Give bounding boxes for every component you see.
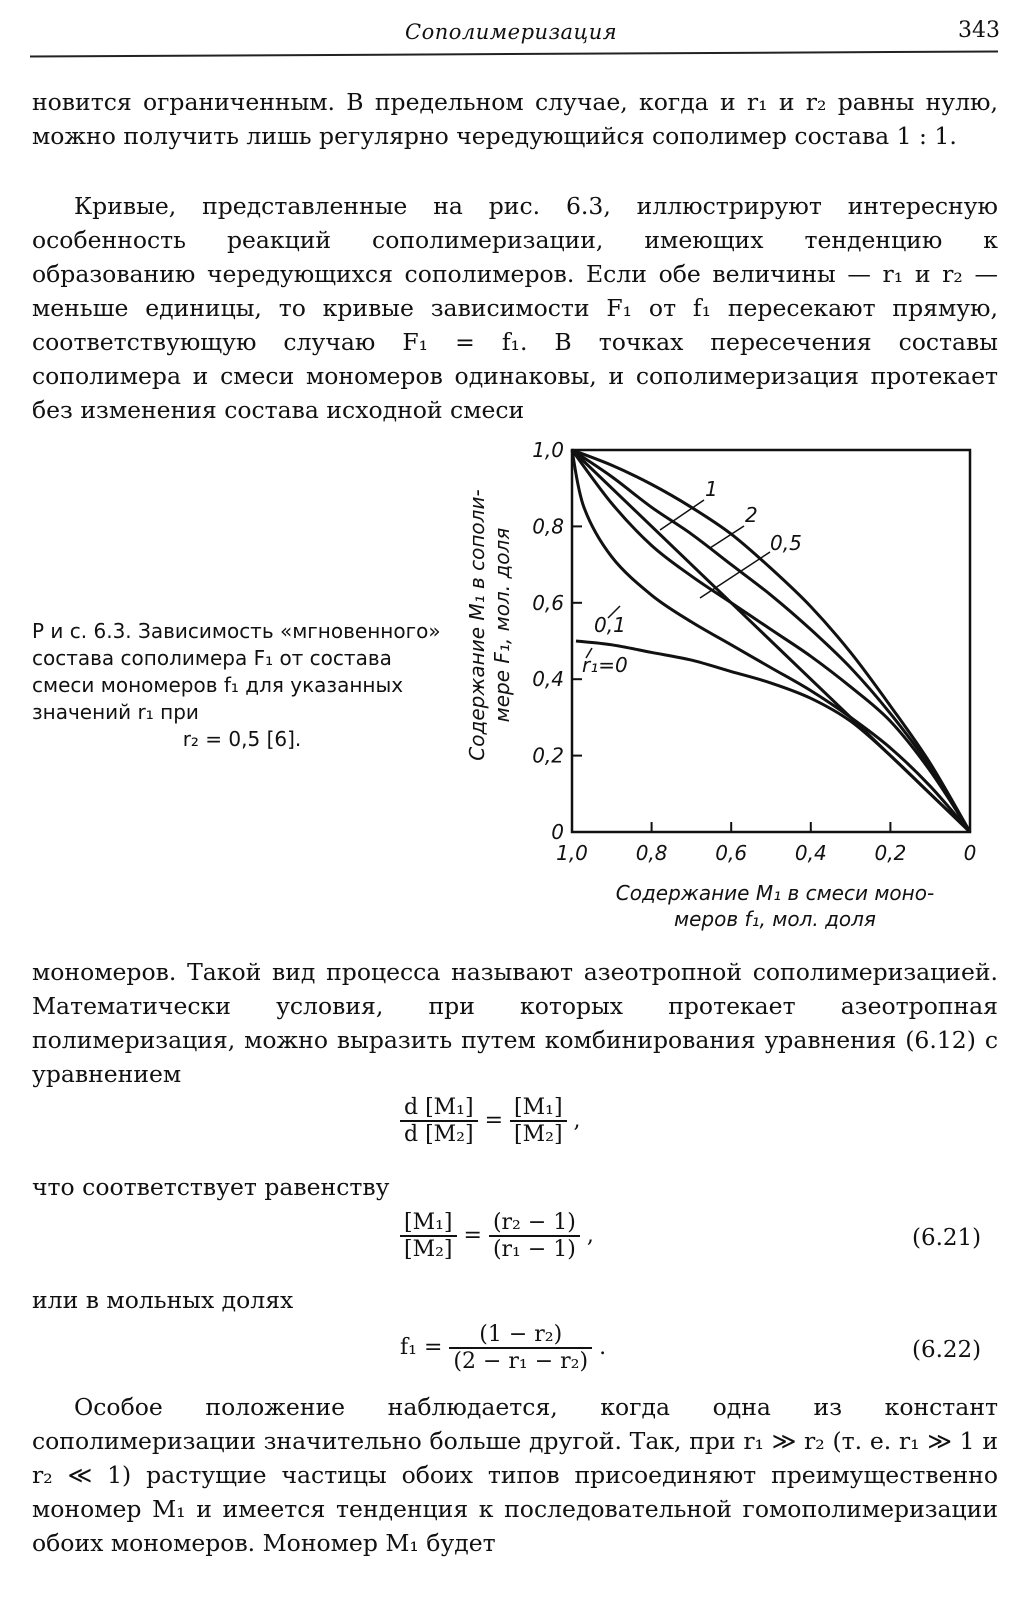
equation-2-number: (6.21)	[912, 1225, 982, 1251]
curve-leader-line	[700, 552, 770, 598]
eq3-den: (2 − r₁ − r₂)	[453, 1349, 589, 1374]
y-axis-label	[465, 415, 515, 835]
text-between-2-text: или в мольных долях	[32, 1286, 294, 1314]
curve-label: 0,1	[594, 613, 626, 637]
paragraph-2	[32, 189, 998, 427]
curve-label: 0,5	[770, 531, 802, 555]
running-header-title: Сополимеризация	[405, 20, 618, 44]
y-tick-label: 0,4	[532, 667, 564, 692]
copolymer-composition-chart	[520, 430, 990, 870]
eq2-tail: ,	[586, 1223, 594, 1248]
x-tick-label: 1,0	[556, 841, 588, 865]
eq1-fraction-right	[510, 1095, 567, 1147]
eq1-fraction-left	[400, 1095, 478, 1147]
eq2-equals: =	[463, 1223, 482, 1248]
eq3-lhs: f₁ =	[400, 1335, 443, 1360]
paragraph-1	[32, 85, 998, 153]
eq3-num: (1 − r₂)	[449, 1322, 592, 1349]
x-tick-label: 0,6	[715, 841, 748, 865]
x-axis-label-line2: меров f₁, мол. доля	[674, 907, 876, 931]
eq3-fraction	[449, 1322, 592, 1374]
paragraph-1-text: новится ограниченным. В предельном случае, когда и r₁ и r₂ равны нулю, можно получить лишь регулярно чередующийся сополимер состава 1 : 1.	[32, 88, 998, 150]
equation-3-number: (6.22)	[912, 1337, 982, 1363]
y-tick-label: 0	[551, 820, 564, 844]
y-tick-label: 0,8	[532, 514, 564, 539]
y-axis-label-line1: Содержание M₁ в сополи-	[465, 489, 489, 761]
eq2-den-right: (r₁ − 1)	[492, 1237, 576, 1262]
text-between-1	[32, 1170, 998, 1204]
text-between-1-text: что соответствует равенству	[32, 1173, 390, 1201]
y-tick-label: 1,0	[532, 438, 564, 462]
x-tick-label: 0,2	[874, 841, 907, 865]
y-tick-label: 0,6	[532, 590, 564, 615]
curve-label: 1	[705, 477, 718, 501]
paragraph-3-text: мономеров. Такой вид процесса называют азеотропной сополимеризацией. Математически условия, при которых протекает азеотропная полимеризация, можно выразить путем комбинирования уравнения (6.12) с уравнением	[32, 958, 998, 1088]
figure-caption-last-line: r₂ = 0,5 [6].	[182, 727, 302, 751]
curve-label: r₁=0	[582, 653, 628, 677]
x-tick-label: 0,8	[635, 841, 668, 865]
paragraph-4	[32, 1390, 998, 1560]
eq2-fraction-left	[400, 1210, 457, 1262]
x-tick-label: 0,4	[794, 841, 827, 865]
y-axis-label-line2: мере F₁, мол. доля	[490, 527, 514, 723]
curve-label: 2	[745, 503, 758, 527]
equation-3	[400, 1322, 606, 1374]
figure-caption-text: Р и с. 6.3. Зависимость «мгновенного» состава сополимера F₁ от состава смеси мономеров f₁ для указанных значений r₁ при	[32, 619, 441, 724]
text-between-2	[32, 1283, 998, 1317]
equation-1	[400, 1095, 581, 1147]
eq1-equals: =	[484, 1108, 504, 1133]
eq2-num-left: [M₁]	[400, 1210, 457, 1237]
x-axis-label	[560, 880, 990, 932]
eq1-num-left: d [M₁]	[400, 1095, 478, 1122]
equation-2	[400, 1210, 594, 1262]
curve-leader-line	[660, 500, 704, 530]
x-axis-label-line1: Содержание M₁ в смеси моно-	[615, 881, 935, 905]
page-number: 343	[958, 18, 1000, 43]
eq1-tail: ,	[573, 1108, 581, 1133]
paragraph-4-text: Особое положение наблюдается, когда одна из констант сополимеризации значительно больше другой. Так, при r₁ ≫ r₂ (т. е. r₁ ≫ 1 и r₂ ≪ 1) растущие частицы обоих типов присоединяют преимущественно мономер M₁ и имеется тенденция к последовательной гомополимеризации обоих мономеров. Мономер M₁ будет	[32, 1393, 998, 1557]
eq1-den-left: d [M₂]	[404, 1122, 474, 1147]
eq2-fraction-right	[489, 1210, 580, 1262]
header-rule	[30, 50, 998, 57]
eq1-num-right: [M₁]	[510, 1095, 567, 1122]
paragraph-2-text: Кривые, представленные на рис. 6.3, иллюстрируют интересную особенность реакций сополимеризации, имеющих тенденцию к образованию чередующихся сополимеров. Если обе величины — r₁ и r₂ — меньше единицы, то кривые зависимости F₁ от f₁ пересекают прямую, соответствующую случаю F₁ = f₁. В точках пересечения составы сополимера и смеси мономеров одинаковы, и сополимеризация протекает без изменения состава исходной смеси	[32, 192, 998, 424]
figure-caption	[32, 618, 452, 753]
eq2-num-right: (r₂ − 1)	[489, 1210, 580, 1237]
y-tick-label: 0,2	[532, 743, 564, 768]
eq1-den-right: [M₂]	[514, 1122, 563, 1147]
paragraph-3	[32, 955, 998, 1091]
eq3-tail: .	[599, 1335, 607, 1360]
series-line-5	[572, 450, 970, 832]
eq2-den-left: [M₂]	[404, 1237, 453, 1262]
x-tick-label: 0	[963, 841, 977, 865]
